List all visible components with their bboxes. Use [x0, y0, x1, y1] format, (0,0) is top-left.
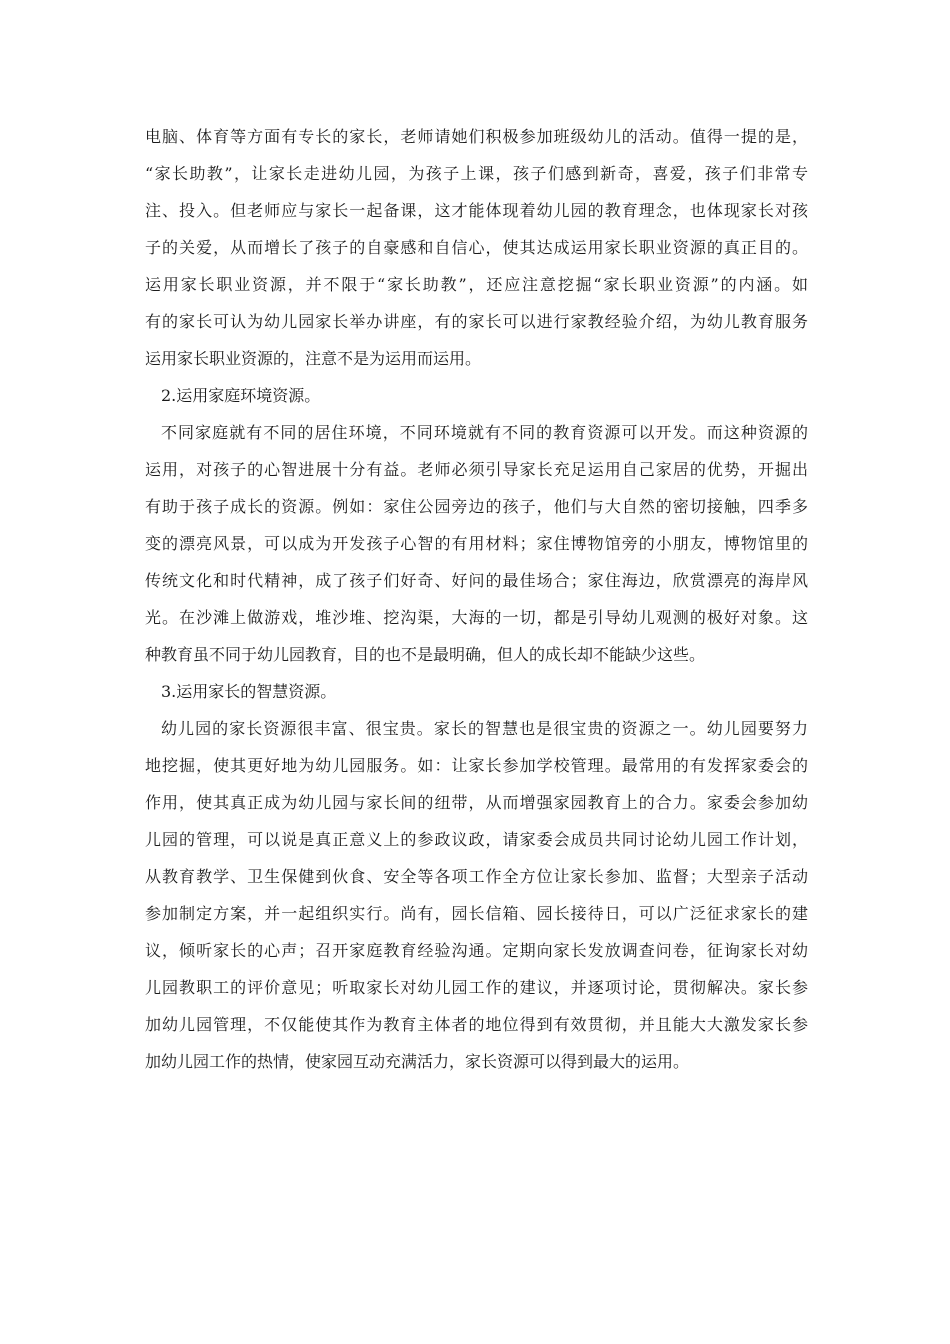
paragraph-professional-resources	[145, 118, 808, 377]
text-line: 子的关爱，从而增长了孩子的自豪感和自信心，使其达成运用家长职业资源的真正目的。	[145, 238, 808, 257]
section-heading-parent-wisdom: 3.运用家长的智慧资源。	[161, 682, 337, 701]
text-line: 加幼儿园管理，不仅能使其作为教育主体者的地位得到有效贯彻，并且能大大激发家长参	[145, 1015, 808, 1034]
text-line: 加幼儿园工作的热情，使家园互动充满活力，家长资源可以得到最大的运用。	[145, 1052, 690, 1071]
text-line: 议，倾听家长的心声；召开家庭教育经验沟通。定期向家长发放调查问卷，征询家长对幼	[145, 941, 808, 960]
text-line: 幼儿园的家长资源很丰富、很宝贵。家长的智慧也是很宝贵的资源之一。幼儿园要努力	[161, 719, 808, 738]
text-line: 传统文化和时代精神，成了孩子们好奇、好问的最佳场合；家住海边，欣赏漂亮的海岸风	[145, 571, 808, 590]
text-line: 作用，使其真正成为幼儿园与家长间的纽带，从而增强家园教育上的合力。家委会参加幼	[145, 793, 808, 812]
text-line: 儿园教职工的评价意见；听取家长对幼儿园工作的建议，并逐项讨论，贯彻解决。家长参	[145, 978, 808, 997]
text-line: 电脑、体育等方面有专长的家长，老师请她们积极参加班级幼儿的活动。值得一提的是，	[145, 127, 808, 146]
paragraph-family-environment	[145, 414, 808, 673]
text-line: 运用家长职业资源的，注意不是为运用而运用。	[145, 349, 482, 368]
text-line: 地挖掘，使其更好地为幼儿园服务。如：让家长参加学校管理。最常用的有发挥家委会的	[145, 756, 808, 775]
text-line: 注、投入。但老师应与家长一起备课，这才能体现着幼儿园的教育理念，也体现家长对孩	[145, 201, 808, 220]
text-line: 种教育虽不同于幼儿园教育，目的也不是最明确，但人的成长却不能缺少这些。	[145, 645, 706, 664]
text-line: “家长助教”，让家长走进幼儿园，为孩子上课，孩子们感到新奇，喜爱，孩子们非常专	[145, 164, 808, 183]
text-line: 运用家长职业资源，并不限于“家长助教”，还应注意挖掘“家长职业资源”的内涵。如	[145, 275, 808, 294]
text-line: 光。在沙滩上做游戏，堆沙堆、挖沟渠，大海的一切，都是引导幼儿观测的极好对象。这	[145, 608, 808, 627]
section-heading-family-environment: 2.运用家庭环境资源。	[161, 386, 321, 405]
text-line: 不同家庭就有不同的居住环境，不同环境就有不同的教育资源可以开发。而这种资源的	[161, 423, 808, 442]
text-line: 运用，对孩子的心智进展十分有益。老师必须引导家长充足运用自己家居的优势，开掘出	[145, 460, 808, 479]
paragraph-parent-wisdom	[145, 710, 808, 1080]
text-line: 儿园的管理，可以说是真正意义上的参政议政，请家委会成员共同讨论幼儿园工作计划，	[145, 830, 808, 849]
text-line: 有的家长可认为幼儿园家长举办讲座，有的家长可以进行家教经验介绍，为幼儿教育服务	[145, 312, 808, 331]
document-page	[145, 118, 808, 1080]
text-line: 有助于孩子成长的资源。例如：家住公园旁边的孩子，他们与大自然的密切接触，四季多	[145, 497, 808, 516]
text-line: 参加制定方案，并一起组织实行。尚有，园长信箱、园长接待日，可以广泛征求家长的建	[145, 904, 808, 923]
text-line: 变的漂亮风景，可以成为开发孩子心智的有用材料；家住博物馆旁的小朋友，博物馆里的	[145, 534, 808, 553]
text-line: 从教育教学、卫生保健到伙食、安全等各项工作全方位让家长参加、监督；大型亲子活动	[145, 867, 808, 886]
